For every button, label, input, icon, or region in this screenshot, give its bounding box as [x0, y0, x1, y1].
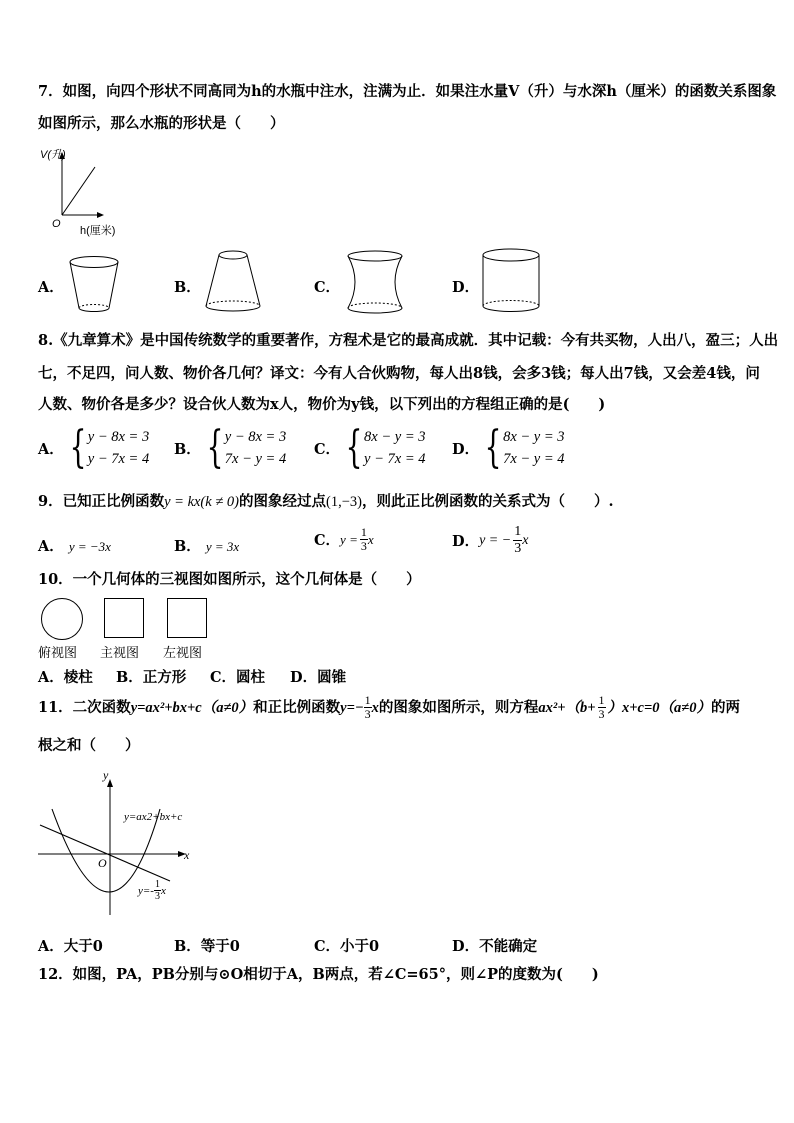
q11-func2-den: 3 — [364, 707, 371, 721]
q11-origin-label: O — [98, 856, 107, 870]
q8-line1: 8.《九章算术》是中国传统数学的重要著作，方程术是它的最高成就．其中记载：今有共买物，人出八，盈三；人出 — [38, 332, 779, 349]
q10-top-view-circle — [41, 598, 83, 640]
q10-option-d: D．圆锥 — [290, 669, 347, 686]
q8-d-eq2: 7x − y = 4 — [503, 451, 565, 467]
q11-y-axis-label: y — [103, 768, 109, 782]
q7-bottle-b — [200, 248, 266, 320]
q10-side-view-square — [167, 598, 207, 638]
q9-option-d-pre: y = − — [479, 532, 512, 548]
q8-line3: 人数、物价各是多少？设合伙人数为x人，物价为y钱，以下列出的方程组正确的是( ) — [38, 396, 606, 413]
q8-option-c-label: C． — [314, 440, 341, 458]
q7-origin: O — [52, 218, 61, 230]
q9-post: ，则此正比例函数的关系式为（ ）. — [361, 493, 614, 510]
q9-d-den: 3 — [514, 541, 522, 556]
q7-line — [62, 167, 95, 215]
q9-option-c — [314, 526, 374, 553]
q9-c-den: 3 — [360, 539, 367, 553]
q9-func: y = kx(k ≠ 0) — [164, 494, 239, 510]
q11-line — [40, 825, 170, 881]
q11-eq-num: 1 — [598, 693, 605, 707]
q7-option-b: B． — [174, 279, 201, 296]
q8-option-b-system: { y − 8x = 3 7x − y = 4 — [206, 422, 287, 473]
q8-a-eq1: y − 8x = 3 — [87, 429, 150, 445]
q8-option-c — [314, 422, 426, 473]
q11-eq-frac — [598, 694, 606, 721]
q9-option-c-frac — [360, 526, 368, 553]
q9-mid: 的图象经过点 — [239, 493, 326, 510]
q8-option-d — [452, 422, 565, 473]
q11-pre: 11．二次函数 — [38, 698, 131, 716]
q11-option-b: B．等于0 — [174, 938, 240, 955]
q11-stem-line1 — [38, 694, 740, 721]
q11-eq-den: 3 — [598, 707, 605, 721]
q11-func1: y=ax²+bx+c（a≠0） — [130, 699, 254, 716]
q8-option-b-label: B． — [174, 440, 201, 458]
q9-option-d — [452, 524, 528, 557]
q10-line1: 10．一个几何体的三视图如图所示，这个几何体是（ ） — [38, 571, 421, 588]
q11-eq-post: ）x+c=0（a≠0） — [607, 699, 711, 716]
q9-option-d-post: x — [522, 532, 529, 548]
q8-option-a-system: { y − 8x = 3 y − 7x = 4 — [69, 422, 150, 473]
q11-func2-post: x — [371, 699, 379, 716]
q11-option-a: A．大于0 — [38, 938, 103, 955]
q11-line-label — [138, 879, 166, 902]
q7-bottle-c — [342, 248, 408, 320]
q10-front-view-square — [104, 598, 144, 638]
q11-option-c: C．小于0 — [314, 938, 380, 955]
q8-b-eq2: 7x − y = 4 — [224, 451, 287, 467]
q7-line2: 如图所示，那么水瓶的形状是（ ） — [38, 115, 285, 132]
q11-func2-pre: y=− — [340, 699, 364, 716]
q7-option-d: D． — [452, 279, 480, 296]
q8-d-eq1: 8x − y = 3 — [503, 429, 565, 445]
q9-option-a-label: A． — [38, 538, 64, 555]
q8-option-d-label: D． — [452, 440, 480, 458]
q8-option-a — [38, 422, 150, 473]
q8-option-c-system: { 8x − y = 3 y − 7x = 4 — [345, 422, 426, 473]
q10-option-c: C．圆柱 — [210, 669, 266, 686]
q11-line-label-den: 3 — [154, 891, 160, 902]
q11-line-label-num: 1 — [154, 879, 160, 890]
q10-option-a: A．棱柱 — [38, 669, 93, 686]
q8-option-b — [174, 422, 287, 473]
q11-mid2: 的图象如图所示，则方程 — [378, 698, 539, 716]
q9-option-b-expr: y = 3x — [205, 539, 240, 554]
q7-line1: 7．如图，向四个形状不同高同为h的水瓶中注水，注满为止．如果注水量V（升）与水深h（厘米）的函数关系图象 — [38, 83, 777, 100]
q11-x-axis-label: x — [184, 848, 190, 862]
q11-tail: 的两 — [710, 698, 740, 716]
q8-option-a-label: A． — [38, 440, 64, 458]
q8-c-eq2: y − 7x = 4 — [364, 451, 426, 467]
q8-line2: 七，不足四，问人数、物价各几何？译文：今有人合伙购物，每人出8钱，会多3钱；每人出7钱，又会差4钱，问 — [38, 365, 760, 382]
q11-line-label-frac — [154, 879, 161, 902]
q11-parabola-label: y=ax2+bx+c — [124, 811, 183, 823]
q9-option-c-post: x — [367, 531, 374, 547]
q9-d-num: 1 — [514, 524, 522, 539]
q11-func2-num: 1 — [364, 693, 371, 707]
q8-a-eq2: y − 7x = 4 — [87, 451, 150, 467]
q9-c-num: 1 — [360, 525, 367, 539]
q9-option-a-expr: y = −3x — [68, 539, 111, 554]
q9-option-c-label: C． — [314, 532, 341, 549]
q9-point: (1,−3) — [326, 494, 362, 510]
q9-stem — [38, 492, 614, 512]
q9-option-c-pre: y = — [340, 531, 358, 547]
q9-option-d-label: D． — [452, 533, 480, 550]
q9-pre: 9．已知正比例函数 — [38, 493, 165, 510]
q11-line-label-pre: y=- — [138, 884, 154, 897]
q11-graph — [34, 765, 204, 920]
q7-bottle-d — [478, 246, 544, 320]
q11-eq-pre: ax²+（b+ — [538, 699, 596, 716]
q8-option-d-system: { 8x − y = 3 7x − y = 4 — [484, 422, 565, 473]
q10-option-b: B．正方形 — [116, 669, 187, 686]
q9-option-d-frac — [513, 524, 522, 557]
q8-c-eq1: 8x − y = 3 — [364, 429, 426, 445]
q11-option-d: D．不能确定 — [452, 938, 538, 955]
q9-option-b — [174, 535, 239, 556]
q9-option-b-label: B． — [174, 538, 201, 555]
q7-y-label: V(升) — [40, 149, 66, 161]
q11-line-label-post: x — [160, 884, 166, 897]
q10-top-view-label: 俯视图 — [38, 645, 78, 660]
q11-func2-frac — [364, 694, 372, 721]
q7-option-a: A． — [38, 279, 64, 296]
q12-line1: 12．如图，PA，PB分别与⊙O相切于A，B两点，若∠C=65°，则∠P的度数为( ) — [38, 966, 599, 983]
q10-front-view-label: 主视图 — [100, 645, 140, 660]
q7-x-label: h(厘米) — [80, 225, 116, 237]
q7-option-c: C． — [314, 279, 341, 296]
q11-line2: 根之和（ ） — [38, 737, 140, 754]
q9-option-a — [38, 535, 111, 556]
q10-side-view-label: 左视图 — [163, 645, 203, 660]
q8-b-eq1: y − 8x = 3 — [224, 429, 287, 445]
q7-bottle-a — [66, 252, 126, 318]
q11-mid: 和正比例函数 — [253, 698, 341, 716]
